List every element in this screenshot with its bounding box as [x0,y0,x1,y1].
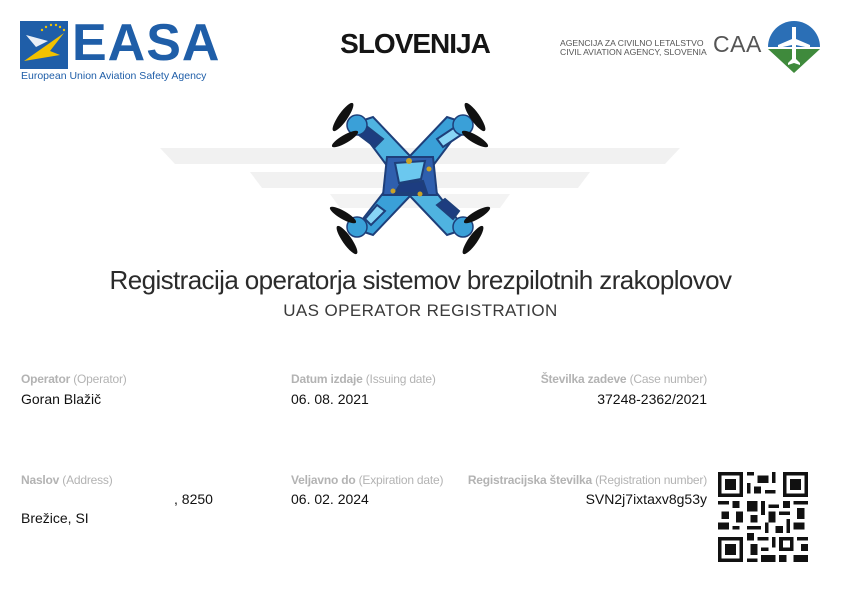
document-subtitle: UAS OPERATOR REGISTRATION [283,301,558,320]
registration-number-label-sl: Registracijska številka [467,473,592,487]
expiration-date-label-sl: Veljavno do [291,473,356,487]
address-line1: , 8250 [174,491,213,507]
issuing-date-label-sl: Datum izdaje [291,372,363,386]
issuing-date-label [291,372,436,386]
quadcopter-mosaic-icon [325,95,495,260]
operator-label-sl: Operator [21,372,71,386]
expiration-date-value: 06. 02. 2024 [291,491,369,507]
address-label-sl: Naslov [21,473,60,487]
qr-code-icon [718,472,808,562]
caa-name-sl: AGENCIJA ZA CIVILNO LETALSTVO [560,38,704,48]
case-number-label-sl: Številka zadeve [540,372,627,386]
easa-wordmark: EASA [72,14,221,72]
country-title: SLOVENIJA [340,28,490,59]
case-number-label-en: (Case number) [629,372,707,386]
caa-wordmark: CAA [713,31,762,57]
easa-logo [20,14,221,86]
registration-number-label-en: (Registration number) [595,473,707,487]
address-label-en: (Address) [62,473,113,487]
case-number-label [541,372,707,386]
expiration-date-label-en: (Expiration date) [358,473,444,487]
operator-label-en: (Operator) [73,372,127,386]
caa-name-en: CIVIL AVIATION AGENCY, SLOVENIA [560,47,707,57]
issuing-date-label-en: (Issuing date) [365,372,436,386]
case-number-value: 37248-2362/2021 [597,391,707,407]
address-label [21,473,113,487]
easa-emblem-icon [20,21,68,69]
caa-emblem-icon [766,19,822,75]
easa-agency-name: European Union Aviation Safety Agency [21,70,207,82]
registration-number-label [468,473,707,487]
address-line2: Brežice, SI [21,510,89,526]
operator-label [21,372,127,386]
expiration-date-label [291,473,443,487]
operator-value: Goran Blažič [21,391,102,407]
document-title: Registracija operatorja sistemov brezpilotnih zrakoplovov [109,265,732,295]
issuing-date-value: 06. 08. 2021 [291,391,369,407]
registration-number-value: SVN2j7ixtaxv8g53y [585,491,707,507]
